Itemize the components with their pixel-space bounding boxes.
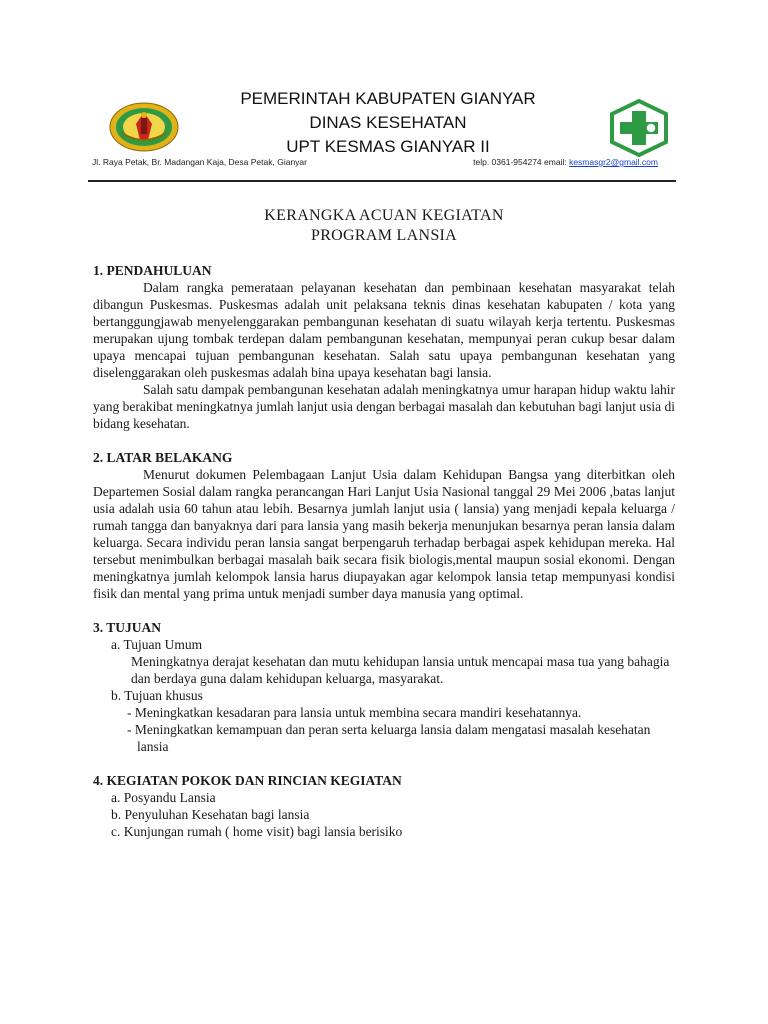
section-1-paragraph-1: Dalam rangka pemerataan pelayanan kesehatan dan pembinaan kesehatan masyarakat telah dibangun Puskesmas. Puskesmas adalah unit pelaksana teknis dinas kesehatan kabupaten / kota yang bertanggungjawab menyelenggarakan pembangunan kesehatan di suatu wilayah kerja tertentu. Puskesmas merupakan ujung tombak terdepan dalam pembangunan kesehatan, mempunyai peran cukup besar dalam upaya mencapai tujuan pembangunan kesehatan. Salah satu upaya pembangunan kesehatan yang diselenggarakan oleh puskesmas adalah bina upaya kesehatan bagi lansia.: [93, 280, 675, 380]
letterhead: [88, 84, 688, 184]
section-3-specific-goal-item: - Meningkatkan kemampuan dan peran serta keluarga lansia dalam mengatasi masalah kesehatan lansia: [127, 722, 651, 754]
section-3-specific-goal-label: b. Tujuan khusus: [111, 688, 203, 703]
document-body: [93, 262, 675, 840]
letterhead-line-government: PEMERINTAH KABUPATEN GIANYAR: [240, 89, 536, 108]
section-3-general-goal-label: a. Tujuan Umum: [111, 637, 203, 652]
letterhead-line-department: DINAS KESEHATAN: [309, 113, 467, 132]
section-1-heading: 1. PENDAHULUAN: [93, 263, 212, 278]
health-cross-logo-icon: [608, 98, 670, 158]
section-4-list-item: a. Posyandu Lansia: [111, 790, 216, 805]
section-1-paragraph-2: Salah satu dampak pembangunan kesehatan adalah meningkatnya umur harapan hidup waktu lahir yang berakibat meningkatnya jumlah lanjut usia dengan berbagai masalah dan kebutuhan bagi lanjut usia di bidang kesehatan.: [93, 382, 675, 431]
letterhead-phone: telp. 0361-954274 email:: [473, 157, 570, 167]
section-3-general-goal-text: Meningkatnya derajat kesehatan dan mutu kehidupan lansia untuk mencapai masa tua yang bahagia dan berdaya guna dalam kehidupan keluarga, masyarakat.: [131, 654, 670, 686]
title-line-2: PROGRAM LANSIA: [311, 227, 457, 244]
section-3-heading: 3. TUJUAN: [93, 620, 162, 635]
letterhead-email-link[interactable]: kesmasgr2@gmail.com: [569, 157, 658, 167]
letterhead-divider: [88, 180, 676, 182]
section-3-specific-goal-item: - Meningkatkan kesadaran para lansia untuk membina secara mandiri kesehatannya.: [127, 705, 582, 720]
section-4-heading: 4. KEGIATAN POKOK DAN RINCIAN KEGIATAN: [93, 773, 402, 788]
section-4-list-item: b. Penyuluhan Kesehatan bagi lansia: [111, 807, 310, 822]
title-line-1: KERANGKA ACUAN KEGIATAN: [264, 207, 504, 224]
letterhead-contact: [473, 157, 658, 167]
letterhead-line-unit: UPT KESMAS GIANYAR II: [286, 137, 490, 156]
section-4-list-item: c. Kunjungan rumah ( home visit) bagi lansia berisiko: [111, 824, 403, 839]
section-2-heading: 2. LATAR BELAKANG: [93, 450, 233, 465]
section-2-paragraph-1: Menurut dokumen Pelembagaan Lanjut Usia dalam Kehidupan Bangsa yang diterbitkan oleh Departemen Sosial dalam rangka perancangan Hari Lanjut Usia Nasional tanggal 29 Mei 2006 ,batas lanjut usia adalah usia 60 tahun atau lebih. Besarnya jumlah lanjut usia ( lansia) yang menjadi kepala keluarga / rumah tangga dan banyaknya dari para lansia yang masih bekerja menunjukan besarnya peran lansia dalam keluarga. Secara individu peran lansia sangat berpengaruh terhadap berbagai aspek kehidupan mereka. Hal tersebut menimbulkan berbagai masalah baik secara fisik biologis,mental maupun sosial ekonomi. Dengan meningkatnya jumlah kelompok lansia harus diupayakan agar kelompok lansia tetap mempunyasi kondisi fisik dan mental yang prima untuk menjadi sumber daya manusia yang optimal.: [93, 467, 675, 601]
letterhead-address: Jl. Raya Petak, Br. Madangan Kaja, Desa Petak, Gianyar: [92, 157, 307, 167]
document-title: [0, 206, 768, 246]
